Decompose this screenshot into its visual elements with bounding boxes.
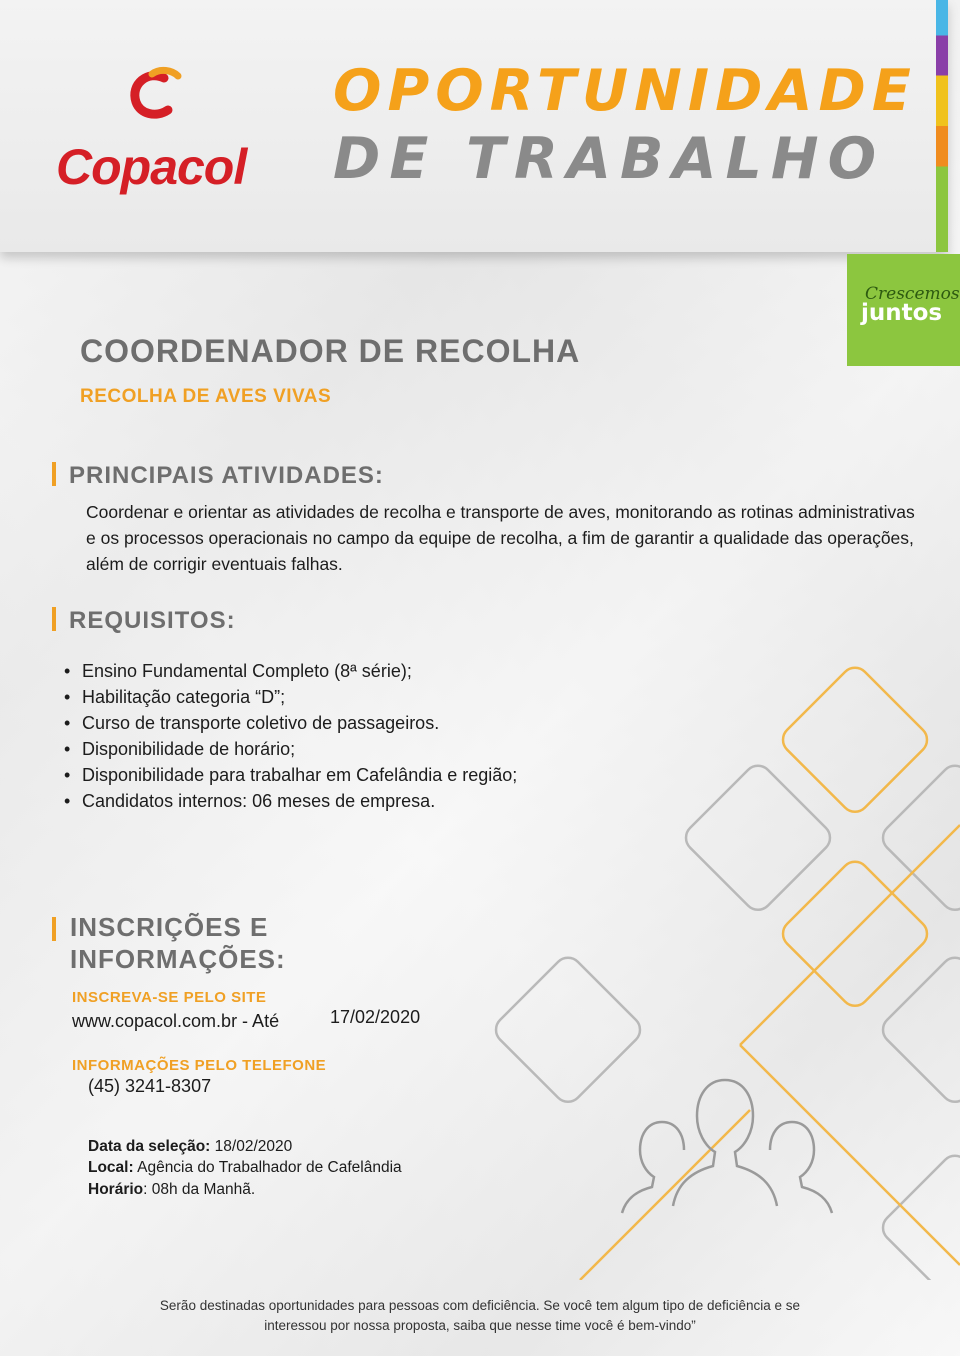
phone-label: INFORMAÇÕES PELO TELEFONE [72, 1057, 327, 1074]
copacol-logo [56, 66, 276, 206]
crescemos-juntos-badge [847, 254, 960, 366]
heading-bar [52, 462, 56, 486]
people-icon [622, 1080, 832, 1213]
heading-bar [52, 607, 56, 631]
list-item: • Candidatos internos: 06 meses de empresa. [64, 788, 517, 814]
selection-time-label: Horário [88, 1181, 144, 1198]
header-banner [0, 0, 948, 252]
footer-line1: Serão destinadas oportunidades para pessoas com deficiência. Se você tem algum tipo de deficiência e se [159, 1298, 801, 1313]
selection-local-value: Agência do Trabalhador de Cafelândia [137, 1159, 402, 1176]
site-label: INSCREVA-SE PELO SITE [72, 989, 267, 1006]
footer-note [60, 1296, 900, 1336]
selection-time-value: : 08h da Manhã. [143, 1181, 256, 1198]
heading-bar [52, 917, 56, 941]
phone-number[interactable]: (45) 3241-8307 [88, 1076, 212, 1096]
logo-text: Copacol [56, 139, 247, 195]
activities-heading [52, 462, 384, 490]
site-link[interactable]: www.copacol.com.br - Até [72, 1011, 280, 1031]
requirements-list [64, 658, 517, 814]
footer-line2: interessou por nossa proposta, saiba que nesse time você é bem-vindo” [264, 1318, 696, 1333]
diamond-outline [877, 1150, 960, 1280]
diamond-outline [777, 662, 933, 818]
list-item: • Disponibilidade para trabalhar em Cafelândia e região; [64, 762, 517, 788]
site-deadline: 17/02/2020 [330, 1007, 421, 1027]
activities-heading-text: PRINCIPAIS ATIVIDADES: [69, 462, 384, 489]
registration-heading-line1: INSCRIÇÕES E [70, 912, 269, 942]
job-subtitle: RECOLHA DE AVES VIVAS [80, 386, 332, 407]
headline-line1: OPORTUNIDADE [333, 58, 917, 124]
requirements-heading-text: REQUISITOS: [69, 607, 236, 634]
logo-swoosh-icon [56, 66, 276, 146]
badge-line2: juntos [861, 300, 943, 326]
job-title: COORDENADOR DE RECOLHA [80, 333, 581, 369]
list-item: • Habilitação categoria “D”; [64, 684, 517, 710]
selection-local [88, 1159, 402, 1177]
selection-date-value: 18/02/2020 [214, 1138, 293, 1155]
diamond-outline [490, 952, 646, 1108]
large-diamond-outline [580, 825, 960, 1280]
headline-line2: DE TRABALHO [333, 126, 886, 192]
selection-date-label: Data da seleção: [88, 1138, 211, 1155]
selection-date [88, 1138, 292, 1156]
requirements-heading [52, 607, 236, 635]
diamond-pattern-decoration [480, 660, 960, 1280]
registration-heading-line2: INFORMAÇÕES: [70, 944, 286, 974]
diamond-outline [680, 760, 836, 916]
color-stripe [936, 0, 948, 252]
activities-description: Coordenar e orientar as atividades de recolha e transporte de aves, monitorando as rotinas administrativas e os processos operacionais no campo da equipe de recolha, a fim de garantir a qualidade das operações, além de corrigir eventuais falhas. [86, 502, 915, 574]
list-item: • Disponibilidade de horário; [64, 736, 517, 762]
diamond-outline [777, 856, 933, 1012]
badge-line1: Crescemos [865, 284, 960, 304]
selection-time [88, 1181, 255, 1199]
selection-local-label: Local: [88, 1159, 134, 1176]
list-item: • Curso de transporte coletivo de passageiros. [64, 710, 517, 736]
list-item: • Ensino Fundamental Completo (8ª série); [64, 658, 517, 684]
